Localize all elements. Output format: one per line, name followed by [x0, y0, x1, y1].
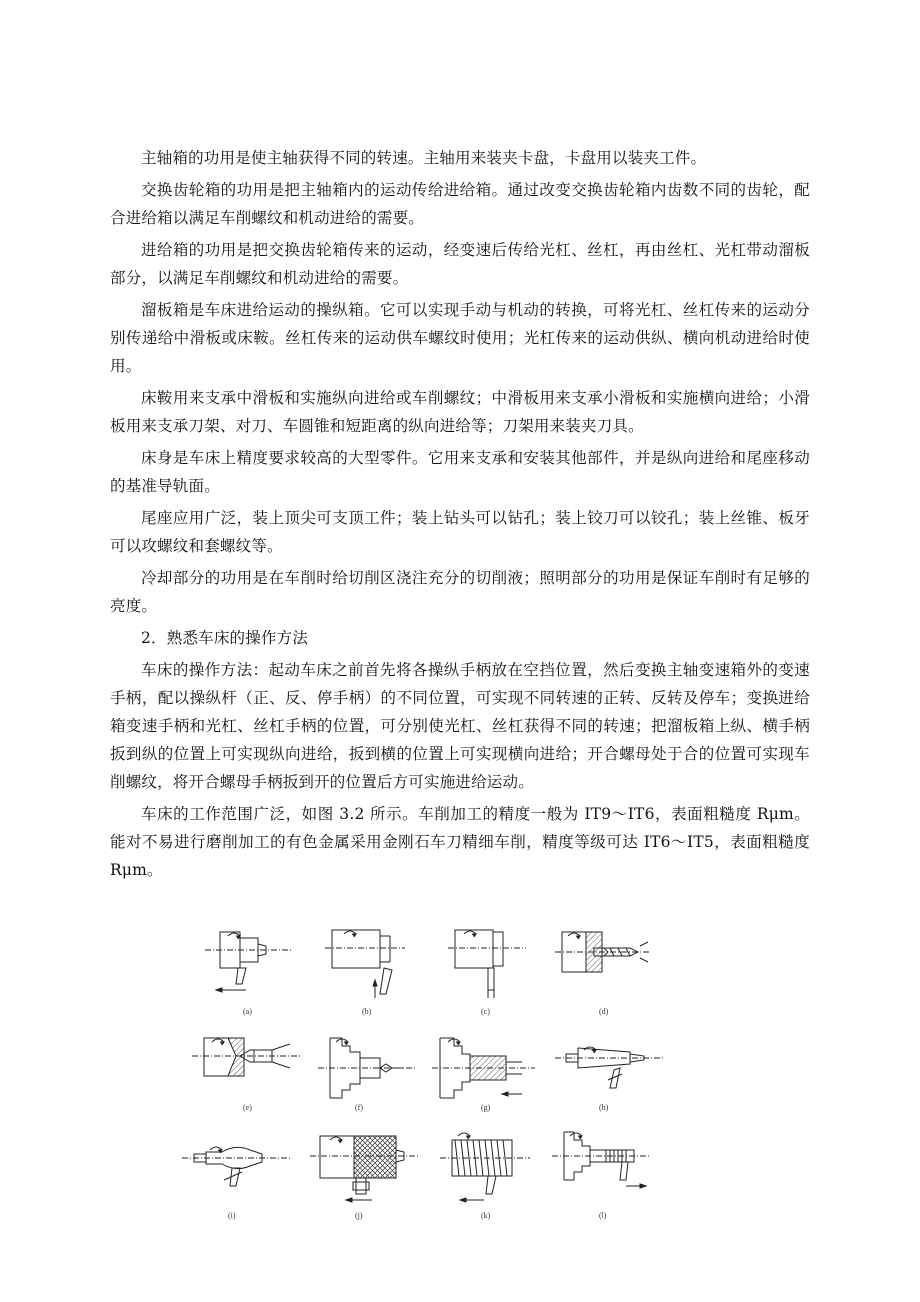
paragraph-apron: 溜板箱是车床进给运动的操纵箱。它可以实现手动与机动的转换，可将光杠、丝杠传来的运动分别传递给中滑板或床鞍。丝杠传来的运动供车螺纹时使用；光杠传来的运动供纵、横向机动进给时使用。 [110, 301, 810, 375]
caption-c: (c) [481, 1007, 490, 1016]
lathe-operations-figure [170, 918, 690, 1228]
caption-g: (g) [481, 1103, 491, 1112]
caption-i: (i) [228, 1211, 236, 1220]
paragraph-work-range: 车床的工作范围广泛，如图 3.2 所示。车削加工的精度一般为 IT9～IT6，表面粗糙度 Rμm。能对不易进行磨削加工的有色金属采用金刚石车刀精细车削，精度等级可达 IT6～IT5，表面粗糙度 Rμm。 [110, 805, 810, 879]
operation-i-form-turning [182, 1147, 290, 1186]
caption-a: (a) [243, 1007, 252, 1016]
paragraph-operation: 车床的操作方法：起动车床之前首先将各操纵手柄放在空挡位置，然后变换主轴变速箱外的变速手柄，配以操纵杆（正、反、停手柄）的不同位置，可实现不同转速的正转、反转及停车；变换进给箱变速手柄和光杠、丝杠手柄的位置，可分别使光杠、丝杠获得不同的转速；把溜板箱上纵、横手柄扳到纵的位置上可实现纵向进给，扳到横的位置上可实现横向进给；开合螺母处于合的位置可实现车削螺纹，将开合螺母手柄扳到开的位置后方可实施进给运动。 [110, 661, 810, 791]
operation-d-drilling [555, 932, 650, 972]
operation-e-center-drilling [192, 1038, 300, 1076]
paragraph-tailstock: 尾座应用广泛，装上顶尖可支顶工件；装上钻头可以钻孔；装上铰刀可以铰孔；装上丝锥、板牙可以攻螺纹和套螺纹等。 [110, 509, 810, 555]
operation-j-knurling [310, 1136, 420, 1202]
paragraph-change-gear-box: 交换齿轮箱的功用是把主轴箱内的运动传给进给箱。通过改变交换齿轮箱内齿数不同的齿轮，配合进给箱以满足车削螺纹和机动进给的需要。 [110, 181, 810, 227]
operation-l-threading [552, 1132, 650, 1188]
operation-a-facing [205, 932, 292, 992]
paragraph-saddle: 床鞍用来支承中滑板和实施纵向进给或车削螺纹；中滑板用来支承小滑板和实施横向进给；小滑板用来支承刀架、对刀、车圆锥和短距离的纵向进给等；刀架用来装夹刀具。 [110, 389, 810, 435]
operation-b-turning [325, 930, 405, 998]
lathe-operations-diagram [170, 918, 690, 1228]
caption-k: (k) [481, 1211, 491, 1220]
caption-d: (d) [599, 1007, 609, 1016]
caption-b: (b) [362, 1007, 372, 1016]
operation-g-reaming [432, 1038, 535, 1098]
body-text [110, 144, 810, 888]
caption-e: (e) [243, 1103, 252, 1112]
paragraph-cooling-lighting: 冷却部分的功用是在车削时给切削区浇注充分的切削液；照明部分的功用是保证车削时有足够的亮度。 [110, 569, 810, 615]
caption-f: (f) [355, 1103, 363, 1112]
operation-k-thread-cutting [440, 1133, 530, 1202]
operation-c-grooving [448, 930, 526, 998]
caption-h: (h) [599, 1103, 609, 1112]
paragraph-feed-box: 进给箱的功用是把交换齿轮箱传来的运动，经变速后传给光杠、丝杠，再由丝杠、光杠带动溜板部分，以满足车削螺纹和机动进给的需要。 [110, 241, 810, 287]
paragraph-bed: 床身是车床上精度要求较高的大型零件。它用来支承和安装其他部件，并是纵向进给和尾座移动的基准导轨面。 [110, 449, 810, 495]
caption-l: (l) [599, 1211, 607, 1220]
caption-j: (j) [355, 1211, 363, 1220]
paragraph-headstock: 主轴箱的功用是使主轴获得不同的转速。主轴用来装夹卡盘，卡盘用以装夹工件。 [141, 149, 707, 167]
section-heading: 2．熟悉车床的操作方法 [141, 629, 309, 647]
operation-h-taper-turning [555, 1047, 665, 1088]
operation-f-boring [318, 1038, 415, 1098]
